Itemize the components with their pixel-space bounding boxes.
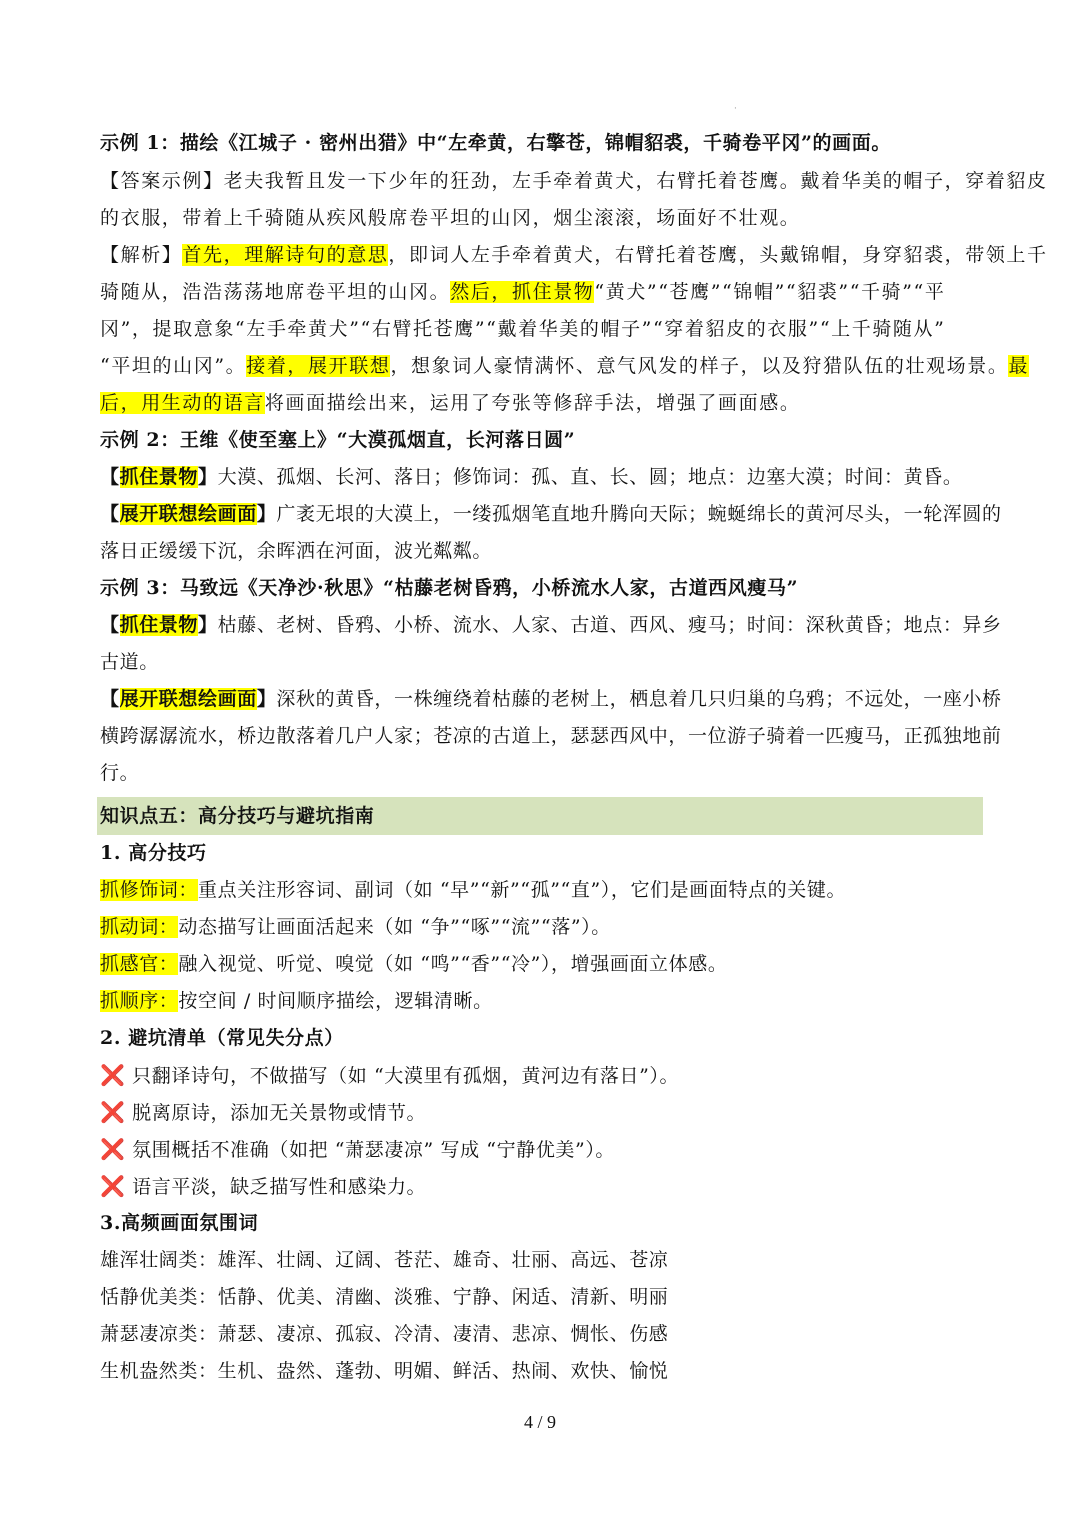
- example3-imagine-line1: [100, 686, 1002, 712]
- highlight-last-start: 最: [1008, 355, 1030, 377]
- tip-text: 动态描写让画面活起来（如 “争”“啄”“流”“落”）。: [178, 916, 611, 938]
- example3-imagine-line2: 横跨潺潺流水，桥边散落着几户人家；苍凉的古道上，瑟瑟西风中，一位游子骑着一匹瘦马，正孤独地前: [100, 725, 1002, 747]
- highlight-next: 接着，展开联想: [246, 355, 391, 377]
- tag-imagine-scene: 展开联想绘画面: [119, 503, 257, 525]
- example2-imagine-line1: [100, 501, 1002, 527]
- cross-mark-icon: ❌: [100, 1100, 126, 1124]
- pitfall-item: [100, 1099, 982, 1126]
- tip-label: 抓感官：: [100, 953, 179, 975]
- example1-answer-line2: 的衣服，带着上千骑随从疾风般席卷平坦的山冈，烟尘滚滚，场面好不壮观。: [100, 207, 801, 229]
- word-group: 萧瑟凄凉类：萧瑟、凄凉、孤寂、冷清、凄清、悲凉、惆怅、伤感: [100, 1323, 669, 1345]
- pitfall-text: 只翻译诗句，不做描写（如 “大漠里有孤烟，黄河边有落日”）。: [132, 1065, 680, 1087]
- tag-grasp-scenery: 抓住景物: [119, 466, 199, 488]
- example1-analysis-line4: [100, 353, 1030, 379]
- tag-grasp-scenery: 抓住景物: [119, 614, 199, 636]
- pitfall-item: [100, 1136, 982, 1163]
- tip-item: [100, 951, 982, 977]
- example1-title: 示例 1：描绘《江城子 · 密州出猎》中“左牵黄，右擎苍，锦帽貂裘，千骑卷平冈”的画面。: [100, 132, 891, 154]
- section5-title: 知识点五：高分技巧与避坑指南: [100, 805, 375, 827]
- tip-item: [100, 914, 982, 940]
- cross-mark-icon: ❌: [100, 1063, 126, 1087]
- bracket-open: 【: [100, 466, 120, 488]
- words-heading: 3.高频画面氛围词: [100, 1212, 259, 1234]
- cross-mark-icon: ❌: [100, 1174, 126, 1198]
- analysis-text: “平坦的山冈”。: [100, 355, 247, 377]
- page-number: 4 / 9: [523, 1412, 556, 1432]
- scenery-text: 枯藤、老树、昏鸦、小桥、流水、人家、古道、西风、瘦马；时间：深秋黄昏；地点：异乡: [217, 614, 1002, 636]
- bracket-open: 【: [100, 503, 120, 525]
- imagine-text: 深秋的黄昏，一株缠绕着枯藤的老树上，栖息着几只归巢的乌鸦；不远处，一座小桥: [276, 688, 1002, 710]
- tip-item: [100, 988, 982, 1014]
- tip-item: [100, 877, 982, 903]
- example3-title: 示例 3：马致远《天净沙·秋思》“枯藤老树昏鸦，小桥流水人家，古道西风瘦马”: [100, 577, 799, 599]
- pitfalls-heading: 2. 避坑清单（常见失分点）: [100, 1027, 344, 1049]
- pitfall-text: 语言平淡，缺乏描写性和感染力。: [132, 1176, 427, 1198]
- example1-analysis-line5: [100, 390, 982, 416]
- bracket-open: 【: [100, 688, 120, 710]
- tips-heading: 1. 高分技巧: [100, 842, 207, 864]
- example1-analysis-line2: [100, 279, 982, 305]
- tip-label: 抓动词：: [100, 916, 179, 938]
- example2-title: 示例 2：王维《使至塞上》“大漠孤烟直，长河落日圆”: [100, 429, 576, 451]
- example3-imagine-line3: 行。: [100, 762, 140, 784]
- example2-imagine-line2: 落日正缓缓下沉，余晖洒在河面，波光粼粼。: [100, 540, 493, 562]
- tip-text: 重点关注形容词、副词（如 “早”“新”“孤”“直”），它们是画面特点的关键。: [198, 879, 847, 901]
- tag-imagine-scene: 展开联想绘画面: [119, 688, 257, 710]
- tip-text: 按空间 / 时间顺序描绘，逻辑清晰。: [178, 990, 493, 1012]
- example1-analysis-line1: [100, 242, 1048, 268]
- scenery-text: 大漠、孤烟、长河、落日；修饰词：孤、直、长、圆；地点：边塞大漠；时间：黄昏。: [217, 466, 963, 488]
- example1-analysis-line3: 冈”，提取意象“左手牵黄犬”“右臂托苍鹰”“戴着华美的帽子”“穿着貂皮的衣服”“上千骑随从”: [100, 318, 946, 340]
- highlight-first: 首先，理解诗句的意思: [182, 244, 389, 266]
- bracket-open: 【: [100, 614, 120, 636]
- stray-mark: ·: [734, 104, 737, 114]
- example3-scenery-line2: 古道。: [100, 651, 159, 673]
- analysis-text: ，想象词人豪情满怀、意气风发的样子，以及狩猎队伍的壮观场景。: [390, 355, 1009, 377]
- word-group: 生机盎然类：生机、盎然、蓬勃、明媚、鲜活、热闹、欢快、愉悦: [100, 1360, 669, 1382]
- analysis-text: ，即词人左手牵着黄犬，右臂托着苍鹰，头戴锦帽，身穿貂裘，带领上千: [388, 244, 1048, 266]
- analysis-text: “黄犬”“苍鹰”“锦帽”“貂裘”“千骑”“平: [594, 281, 946, 303]
- highlight-last: 后，用生动的语言: [100, 392, 265, 414]
- analysis-text: 骑随从，浩浩荡荡地席卷平坦的山冈。: [100, 281, 451, 303]
- pitfall-text: 脱离原诗，添加无关景物或情节。: [132, 1102, 427, 1124]
- bracket-close: 】: [198, 466, 218, 488]
- word-group: 雄浑壮阔类：雄浑、壮阔、辽阔、苍茫、雄奇、壮丽、高远、苍凉: [100, 1249, 669, 1271]
- pitfall-text: 氛围概括不准确（如把 “萧瑟凄凉” 写成 “宁静优美”）。: [132, 1139, 616, 1161]
- cross-mark-icon: ❌: [100, 1137, 126, 1161]
- bracket-close: 】: [256, 503, 277, 525]
- imagine-text: 广袤无垠的大漠上，一缕孤烟笔直地升腾向天际；蜿蜒绵长的黄河尽头，一轮浑圆的: [276, 503, 1002, 525]
- pitfall-item: [100, 1062, 982, 1089]
- tip-text: 融入视觉、听觉、嗅觉（如 “鸣”“香”“冷”），增强画面立体感。: [178, 953, 728, 975]
- analysis-text: 将画面描绘出来，运用了夸张等修辞手法，增强了画面感。: [264, 392, 801, 414]
- bracket-close: 】: [198, 614, 218, 636]
- pitfall-item: [100, 1173, 982, 1200]
- example3-scenery-line1: [100, 612, 1002, 638]
- analysis-label: 【解析】: [100, 244, 183, 266]
- tip-label: 抓顺序：: [100, 990, 179, 1012]
- example2-scenery: [100, 464, 982, 490]
- example1-answer-line1: 【答案示例】老夫我暂且发一下少年的狂劲，左手牵着黄犬，右臂托着苍鹰。戴着华美的帽子，穿着貂皮: [100, 170, 1048, 192]
- word-group: 恬静优美类：恬静、优美、清幽、淡雅、宁静、闲适、清新、明丽: [100, 1286, 669, 1308]
- highlight-then: 然后，抓住景物: [450, 281, 595, 303]
- bracket-close: 】: [256, 688, 277, 710]
- tip-label: 抓修饰词：: [100, 879, 199, 901]
